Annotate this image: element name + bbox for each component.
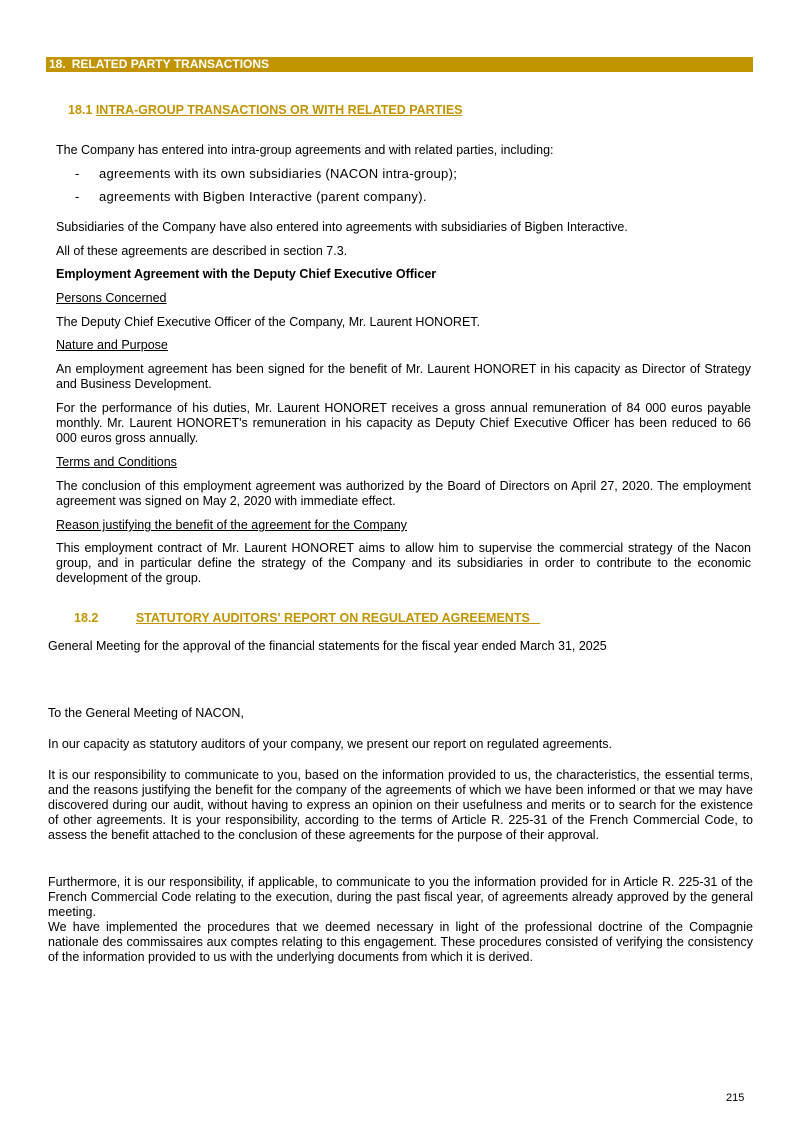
reason-heading: Reason justifying the benefit of the agreement for the Company bbox=[56, 518, 407, 532]
remuneration-text: For the performance of his duties, Mr. Laurent HONORET receives a gross annual remuneration of 84 000 euros payable monthly. Mr. Laurent HONORET's remuneration in his capacity as Deputy Chief Executive Officer has been reduced to 66 000 euros gross annually. bbox=[56, 401, 751, 445]
nature-purpose-heading: Nature and Purpose bbox=[56, 338, 168, 352]
reason-text: This employment contract of Mr. Laurent HONORET aims to allow him to supervise the commercial strategy of the Nacon group, and in particular define the strategy of the Company and its subsidiaries in order to contribute to the economic development of the group. bbox=[56, 541, 751, 585]
page-number: 215 bbox=[726, 1092, 745, 1104]
persons-concerned-text: The Deputy Chief Executive Officer of the Company, Mr. Laurent HONORET. bbox=[56, 315, 481, 329]
subsection-number: 18.2 bbox=[74, 611, 99, 625]
paragraph: It is our responsibility to communicate to you, based on the information provided to us, the characteristics, the essential terms, and the reasons justifying the benefit for the company of the agreements of which we have been informed or that we may have discovered during our audit, without having to express an opinion on their usefulness and merits or to search for the existence of other agreements. It is your responsibility, according to the terms of Article R. 225-31 of the French Commercial Code, to assess the benefit attached to the conclusion of these agreements for the purpose of their approval. bbox=[48, 768, 753, 842]
section-title: RELATED PARTY TRANSACTIONS bbox=[71, 57, 270, 71]
paragraph: Furthermore, it is our responsibility, if applicable, to communicate to you the information provided for in Article R. 225-31 of the French Commercial Code relating to the execution, during the past fiscal year, of agreements already approved by the general meeting. bbox=[48, 875, 753, 919]
subsection-18-1-heading bbox=[68, 103, 463, 117]
salutation: To the General Meeting of NACON, bbox=[48, 706, 244, 720]
meeting-line: General Meeting for the approval of the financial statements for the fiscal year ended March 31, 2025 bbox=[48, 639, 607, 653]
subsection-18-2-heading bbox=[74, 611, 540, 625]
nature-purpose-text: An employment agreement has been signed for the benefit of Mr. Laurent HONORET in his capacity as Director of Strategy and Business Development. bbox=[56, 362, 751, 391]
terms-conditions-text: The conclusion of this employment agreement was authorized by the Board of Directors on April 27, 2020. The employment agreement was signed on May 2, 2020 with immediate effect. bbox=[56, 479, 751, 508]
bullet-mark: - bbox=[75, 166, 80, 181]
section-header-bar bbox=[46, 57, 753, 72]
bullet-item: agreements with Bigben Interactive (parent company). bbox=[99, 189, 427, 204]
subsection-title: STATUTORY AUDITORS' REPORT ON REGULATED AGREEMENTS bbox=[135, 611, 530, 625]
persons-concerned-heading: Persons Concerned bbox=[56, 291, 167, 305]
bullet-mark: - bbox=[75, 189, 80, 204]
bullet-item: agreements with its own subsidiaries (NACON intra-group); bbox=[99, 166, 458, 181]
paragraph: In our capacity as statutory auditors of your company, we present our report on regulated agreements. bbox=[48, 737, 612, 751]
paragraph: All of these agreements are described in section 7.3. bbox=[56, 244, 348, 258]
intro-paragraph: The Company has entered into intra-group agreements and with related parties, including: bbox=[56, 143, 554, 157]
subsection-title: INTRA-GROUP TRANSACTIONS OR WITH RELATED PARTIES bbox=[95, 103, 463, 117]
paragraph: We have implemented the procedures that we deemed necessary in light of the professional doctrine of the Compagnie nationale des commissaires aux comptes relating to this engagement. These procedures consisted of verifying the consistency of the information provided to us with the underlying documents from which it is derived. bbox=[48, 920, 753, 964]
section-number: 18. bbox=[49, 57, 66, 71]
paragraph: Subsidiaries of the Company have also entered into agreements with subsidiaries of Bigben Interactive. bbox=[56, 220, 628, 234]
terms-conditions-heading: Terms and Conditions bbox=[56, 455, 177, 469]
agreement-title: Employment Agreement with the Deputy Chief Executive Officer bbox=[56, 267, 437, 281]
subsection-number: 18.1 bbox=[68, 103, 93, 117]
